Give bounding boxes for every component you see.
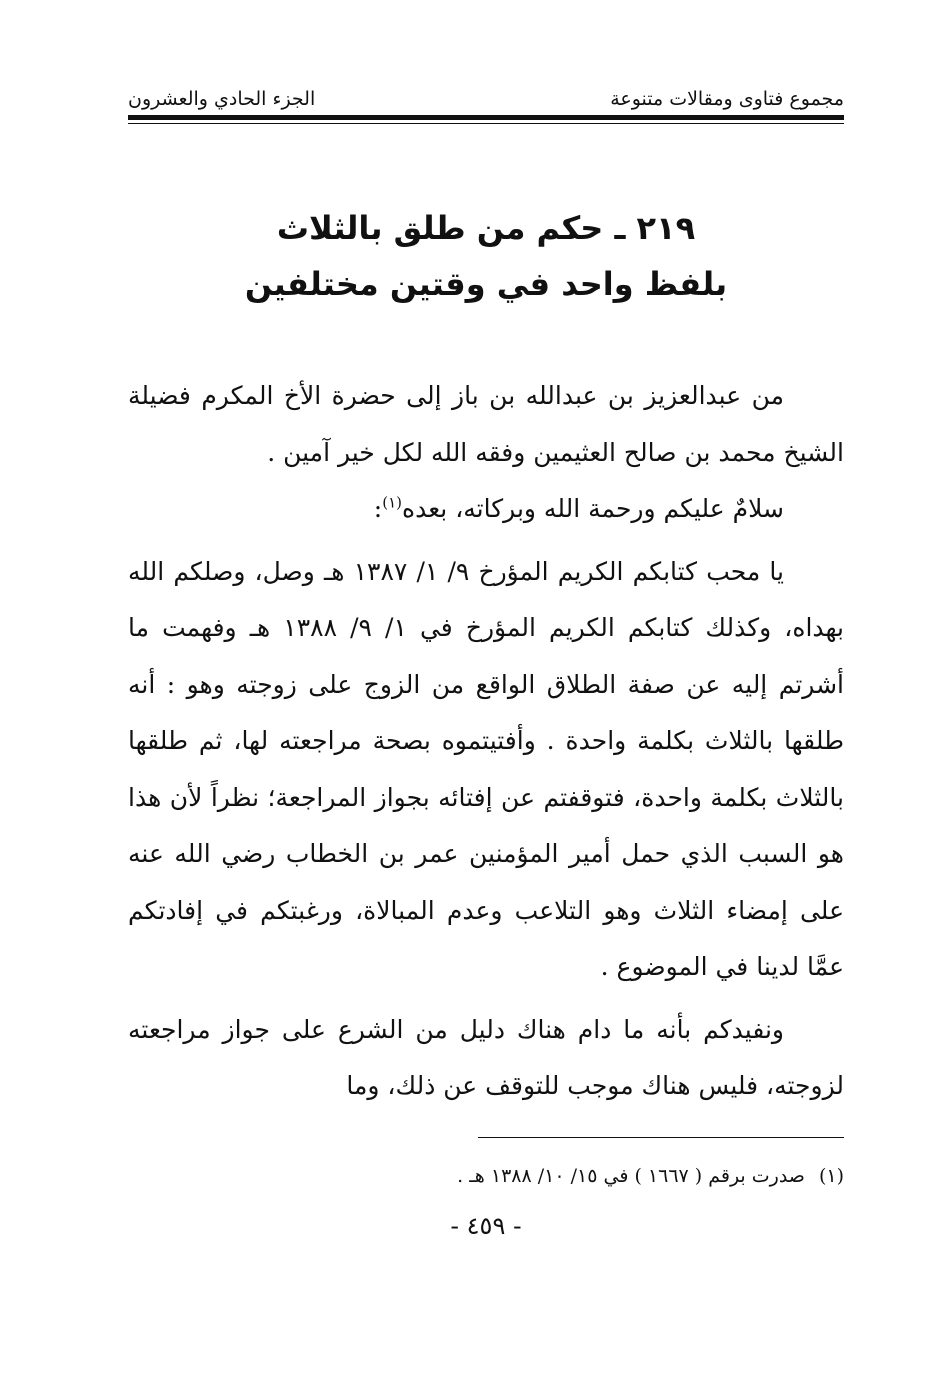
article-title — [128, 200, 844, 312]
greeting-text: سلامٌ عليكم ورحمة الله وبركاته، بعده — [402, 494, 784, 523]
greeting-paragraph — [128, 481, 844, 538]
page-number: - ٤٥٩ - — [450, 1212, 522, 1240]
footnote — [128, 1162, 844, 1190]
title-line-1: ٢١٩ ـ حكم من طلق بالثلاث — [276, 209, 696, 247]
paragraph-2: ونفيدكم بأنه ما دام هناك دليل من الشرع على جواز مراجعته لزوجته، فليس هناك موجب للتوقف عن ذلك، وما — [128, 1014, 844, 1100]
paragraph-1: يا محب كتابكم الكريم المؤرخ ٩/ ١/ ١٣٨٧ هـ وصل، وصلكم الله بهداه، وكذلك كتابكم الكريم المؤرخ في ١/ ٩/ ١٣٨٨ هـ وفهمت ما أشرتم إليه عن صفة الطلاق الواقع من الزوج على زوجته وهو : أنه طلقها بالثلاث بكلمة واحدة . وأفتيتموه بصحة مراجعته لها، ثم طلقها بالثلاث بكلمة واحدة، فتوقفتم عن إفتائه بجواز المراجعة؛ نظراً لأن هذا هو السبب الذي حمل أمير المؤمنين عمر بن الخطاب رضي الله عنه على إمضاء الثلاث وهو التلاعب وعدم المبالاة، ورغبتكم في إفادتكم عمَّا لدينا في الموضوع . — [128, 556, 844, 981]
greeting-end: : — [373, 494, 383, 523]
running-header — [128, 84, 844, 114]
title-line-2: بلفظ واحد في وقتين مختلفين — [244, 265, 728, 303]
body-text — [128, 368, 844, 1115]
footnote-number: (١) — [818, 1165, 844, 1187]
volume-label: الجزء الحادي والعشرون — [128, 88, 316, 110]
footnote-rule — [478, 1137, 844, 1138]
footnote-text: صدرت برقم ( ١٦٦٧ ) في ١٥/ ١٠/ ١٣٨٨ هـ . — [457, 1165, 805, 1187]
opening-paragraph: من عبدالعزيز بن عبدالله بن باز إلى حضرة الأخ المكرم فضيلة الشيخ محمد بن صالح العثيمين وفقه الله لكل خير آمين . — [128, 381, 844, 467]
footnote-reference[interactable]: (١) — [382, 493, 403, 512]
header-rule — [128, 115, 844, 124]
book-title: مجموع فتاوى ومقالات متنوعة — [610, 88, 844, 110]
